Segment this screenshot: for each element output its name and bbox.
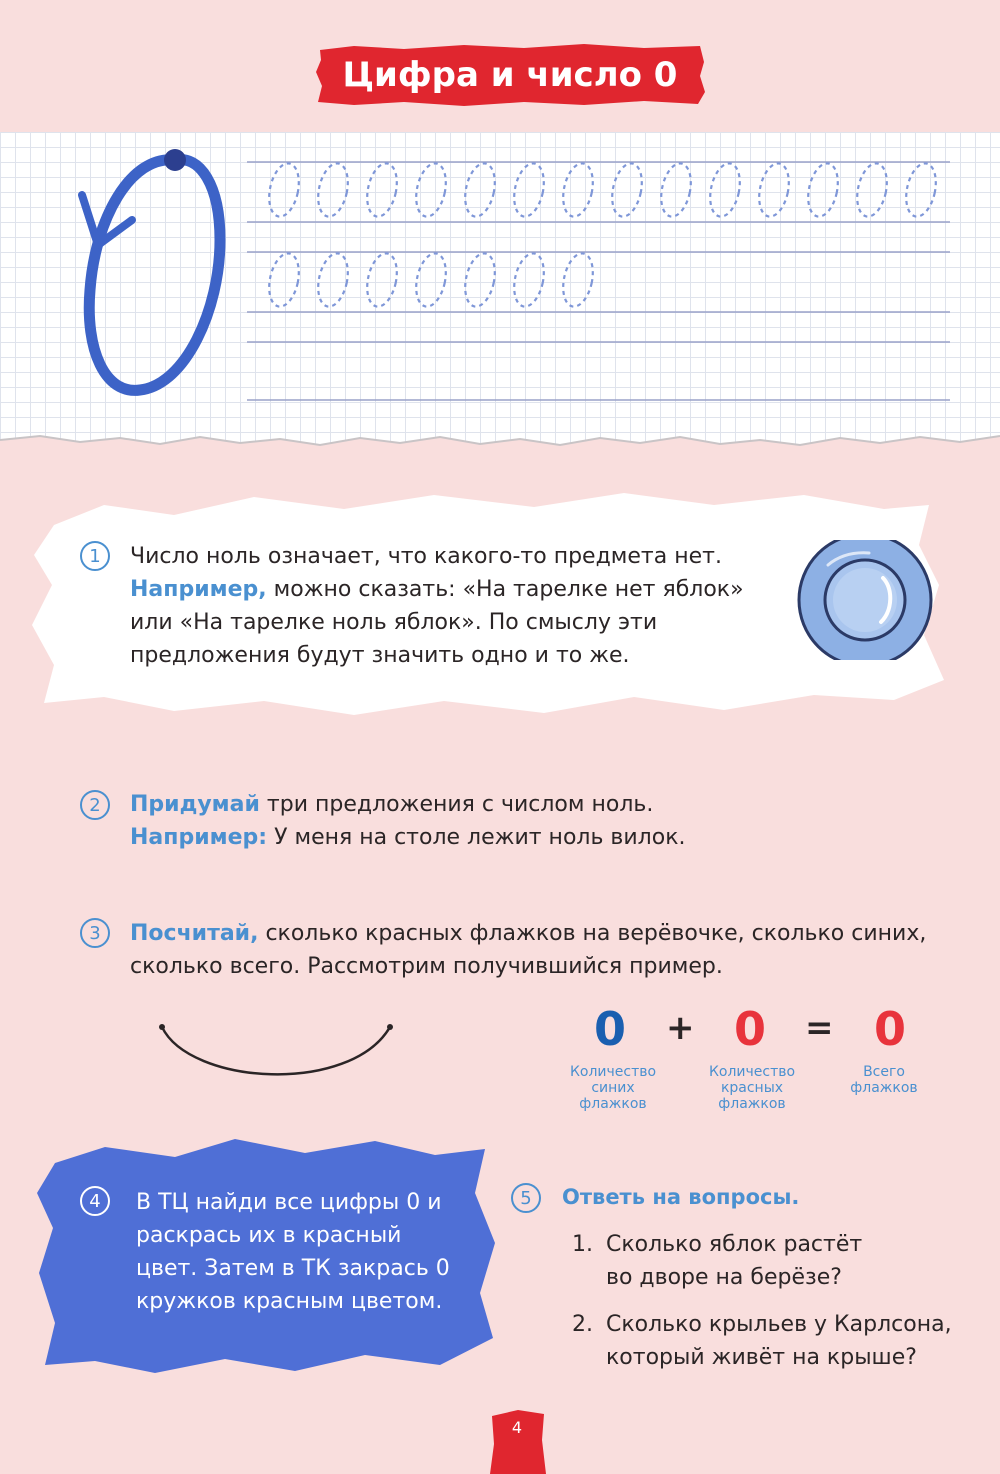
- task2-text: [130, 788, 830, 854]
- caption-red: [692, 1064, 812, 1112]
- task1-line2-rest: можно сказать: «На тарелке нет яблок»: [266, 577, 744, 602]
- task1-highlight: Например,: [130, 577, 267, 602]
- dotted-zero-icon: [801, 158, 850, 222]
- caption-blue-line2: синих: [591, 1080, 635, 1096]
- dotted-zero-icon: [507, 158, 556, 222]
- dotted-zero-icon: [703, 158, 752, 222]
- dotted-zero-icon: [262, 248, 311, 312]
- dotted-zero-icon: [458, 248, 507, 312]
- caption-blue: [553, 1064, 673, 1112]
- red-count: 0: [734, 1002, 767, 1056]
- dotted-zero-icon: [360, 158, 409, 222]
- dotted-zero-icon: [654, 158, 703, 222]
- question-2-line1: Сколько крыльев у Карлсона,: [606, 1312, 952, 1337]
- caption-blue-line3: флажков: [579, 1096, 647, 1112]
- task1-line2: [130, 573, 770, 606]
- dotted-zero-icon: [850, 158, 899, 222]
- dotted-zero-icon: [409, 248, 458, 312]
- task2-line2-rest: У меня на столе лежит ноль вилок.: [267, 825, 686, 850]
- task-number-1: 1: [80, 541, 110, 571]
- caption-red-line3: флажков: [718, 1096, 786, 1112]
- task2-line1-rest: три предложения с числом ноль.: [259, 792, 654, 817]
- task1-text: [130, 540, 770, 672]
- blue-count: 0: [594, 1002, 627, 1056]
- dotted-zero-icon: [409, 158, 458, 222]
- question-item: [572, 1308, 952, 1374]
- task1-line1: Число ноль означает, что какого-то предмета нет.: [130, 544, 722, 569]
- dotted-zero-icon: [262, 158, 311, 222]
- question-item: [572, 1228, 952, 1294]
- task3-line1: [130, 917, 960, 950]
- dotted-zero-icon: [556, 158, 605, 222]
- task-number-5: 5: [511, 1183, 541, 1213]
- dotted-zero-icon: [311, 248, 360, 312]
- plate-icon: [795, 540, 940, 660]
- caption-total-line1: Всего: [863, 1064, 905, 1080]
- empty-rope-icon: [150, 1015, 400, 1095]
- task2-line2: [130, 821, 830, 854]
- page-number: 4: [511, 1418, 523, 1437]
- task3-text: [130, 917, 960, 983]
- torn-paper-edge: [0, 420, 1000, 460]
- dotted-zero-icon: [899, 158, 948, 222]
- dotted-zero-icon: [458, 158, 507, 222]
- caption-total-line2: флажков: [850, 1080, 918, 1096]
- task-number-3: 3: [80, 918, 110, 948]
- caption-red-line1: Количество: [708, 1064, 796, 1080]
- trace-row-2: [262, 248, 605, 312]
- task1-line4: предложения будут значить одно и то же.: [130, 643, 630, 668]
- dotted-zero-icon: [311, 158, 360, 222]
- task2-line1: [130, 788, 830, 821]
- title-banner: [314, 42, 706, 108]
- plus-sign: +: [666, 1008, 695, 1048]
- trace-row-1: [262, 158, 948, 222]
- task3-highlight: Посчитай,: [130, 921, 259, 946]
- question-number-1: 1.: [572, 1232, 593, 1257]
- task-number-4: 4: [80, 1186, 110, 1216]
- dotted-zero-icon: [556, 248, 605, 312]
- task-number-2: 2: [80, 790, 110, 820]
- dotted-zero-icon: [507, 248, 556, 312]
- dotted-zero-icon: [752, 158, 801, 222]
- task4-text: В ТЦ найди все цифры 0 и раскрась их в красный цвет. Затем в ТК закрась 0 кружков красным цветом.: [136, 1190, 450, 1314]
- question-1-line1: Сколько яблок растёт: [606, 1232, 863, 1257]
- question-number-2: 2.: [572, 1312, 593, 1337]
- caption-total: [824, 1064, 944, 1096]
- question-2-line2: который живёт на крыше?: [606, 1345, 917, 1370]
- question-list: [572, 1228, 952, 1388]
- equals-sign: =: [805, 1008, 834, 1048]
- caption-red-line2: красных: [720, 1080, 784, 1096]
- task2-highlight-2: Например:: [130, 825, 268, 850]
- page-title: Цифра и число 0: [342, 55, 678, 95]
- task5-heading: Ответь на вопросы.: [562, 1185, 800, 1209]
- task2-highlight-1: Придумай: [130, 792, 260, 817]
- task1-line3: или «На тарелке ноль яблок». По смыслу эти: [130, 610, 658, 635]
- dotted-zero-icon: [360, 248, 409, 312]
- question-1-line2: во дворе на берёзе?: [606, 1265, 842, 1290]
- task3-line2: сколько всего. Рассмотрим получившийся пример.: [130, 954, 723, 979]
- caption-blue-line1: Количество: [569, 1064, 657, 1080]
- task3-line1-rest: сколько красных флажков на верёвочке, сколько синих,: [258, 921, 927, 946]
- total-count: 0: [874, 1002, 907, 1056]
- dotted-zero-icon: [605, 158, 654, 222]
- zero-stroke-guide-icon: [60, 140, 240, 410]
